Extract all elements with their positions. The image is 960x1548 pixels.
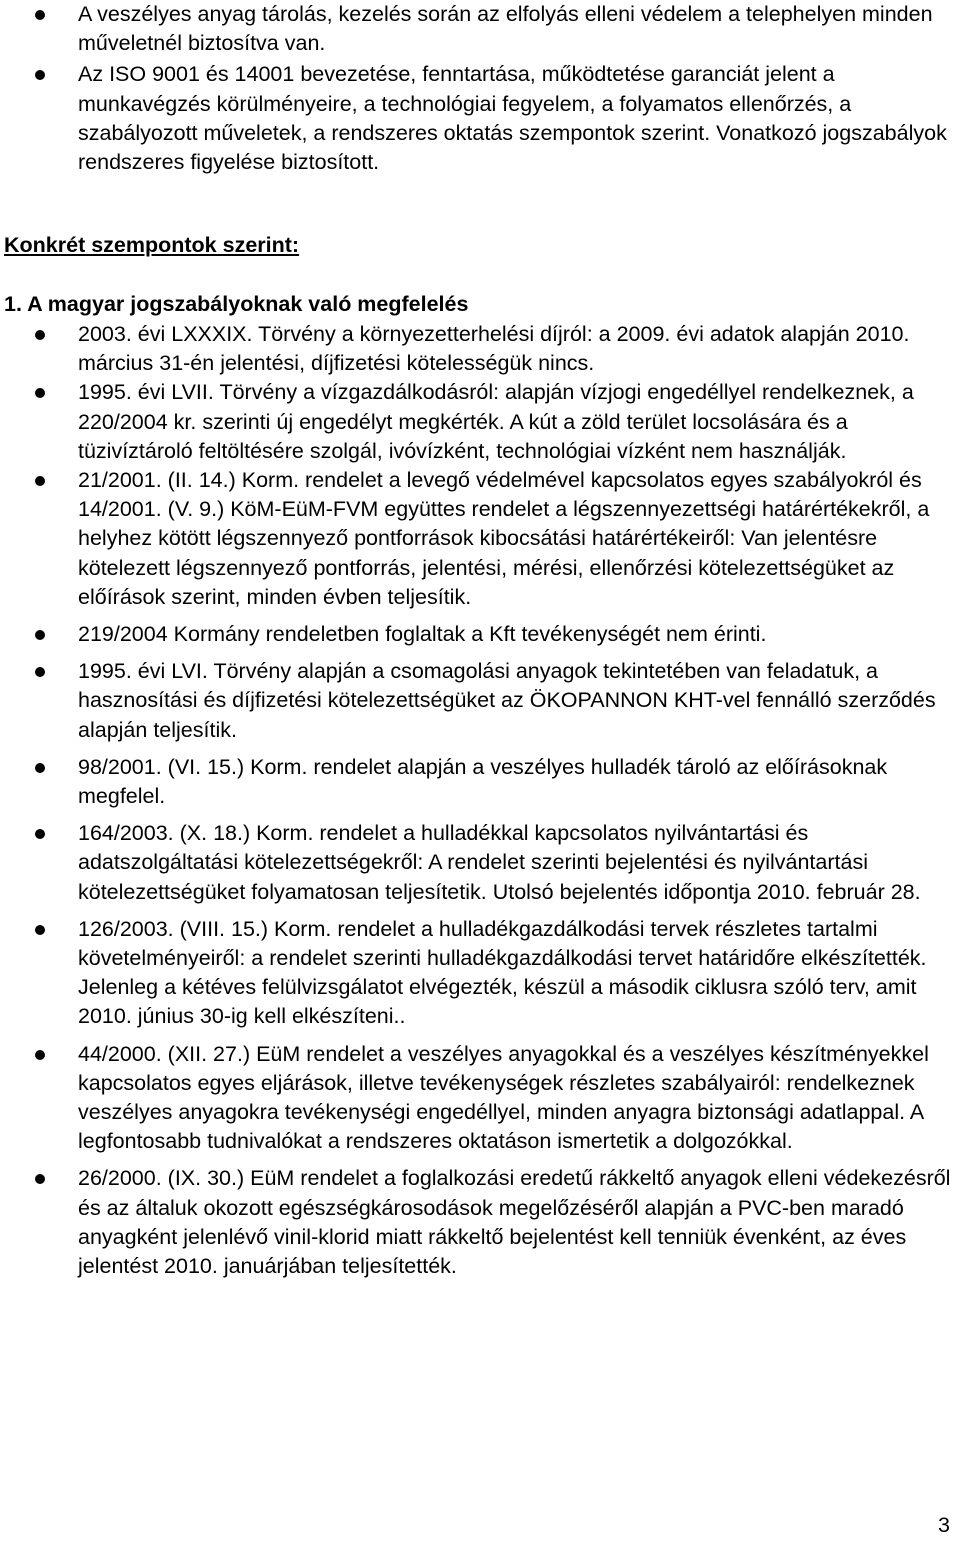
law-bullet-list <box>0 320 960 1281</box>
page-number: 3 <box>938 1513 950 1537</box>
list-item <box>0 657 960 745</box>
bullet-icon <box>35 630 45 640</box>
bullet-icon <box>35 763 45 773</box>
list-item-text: 44/2000. (XII. 27.) EüM rendelet a veszélyes anyagokkal és a veszélyes készítményekkel kapcsolatos egyes eljárások, illetve tevékenységek részletes szabályairól: rendelkeznek veszélyes anyagokra tevékenységi engedéllyel, minden anyagra biztonsági adatlappal. A legfontosabb tudnivalókat a rendszeres oktatáson ismertetik a dolgozókkal. <box>78 1041 929 1154</box>
bullet-icon <box>35 829 45 839</box>
bullet-icon <box>35 667 45 677</box>
list-item-text: 21/2001. (II. 14.) Korm. rendelet a levegő védelmével kapcsolatos egyes szabályokról és 14/2001. (V. 9.) KöM-EüM-FVM együttes rendelet a légszennyezettségi határértékekről, a helyhez kötött légszennyező pontforrások kibocsátási határértékeiről: Van jelentésre kötelezett légszennyező pontforrás, jelentési, mérési, ellenőrzési kötelezettségüket az előírások szerint, minden évben teljesítik. <box>78 468 930 609</box>
list-item-text: A veszélyes anyag tárolás, kezelés során az elfolyás elleni védelem a telephelyen minden műveletnél biztosítva van. <box>78 2 933 56</box>
list-item-text: 26/2000. (IX. 30.) EüM rendelet a foglalkozási eredetű rákkeltő anyagok elleni védekezésről és az általuk okozott egészségkárosodások megelőzéséről alapján a PVC-ben maradó anyagként jelenlévő vinil-klorid miatt rákkeltő bejelentést kell tenniük évenként, az éves jelentést 2010. januárjában teljesítették. <box>78 1166 951 1279</box>
subsection-heading: 1. A magyar jogszabályoknak való megfelelés <box>4 292 469 316</box>
list-item-text: Az ISO 9001 és 14001 bevezetése, fenntartása, működtetése garanciát jelent a munkavégzés körülményeire, a technológiai fegyelem, a folyamatos ellenőrzés, a szabályozott műveletek, a rendszeres oktatás szempontok szerint. Vonatkozó jogszabályok rendszeres figyelése biztosított. <box>78 62 947 175</box>
list-item-text: 1995. évi LVII. Törvény a vízgazdálkodásról: alapján vízjogi engedéllyel rendelkeznek, a 220/2004 kr. szerinti új engedélyt megkérték. A kút a zöld terület locsolására és a tüzivíztároló feltöltésére szolgál, ivóvízként, technológiai vízként nem használják. <box>78 380 914 463</box>
bullet-icon <box>35 1174 45 1184</box>
intro-bullet-list <box>0 0 960 179</box>
list-item-text: 219/2004 Kormány rendeletben foglaltak a Kft tevékenységét nem érinti. <box>78 622 767 647</box>
list-item <box>0 0 960 58</box>
list-item <box>0 60 960 177</box>
list-item-text: 164/2003. (X. 18.) Korm. rendelet a hulladékkal kapcsolatos nyilvántartási és adatszolgáltatási kötelezettségekről: A rendelet szerinti bejelentési és nyilvántartási kötelezettségüket folyamatosan teljesítetik. Utolsó bejelentés időpontja 2010. február 28. <box>78 821 921 904</box>
section-heading: Konkrét szempontok szerint: <box>4 233 300 257</box>
list-item <box>0 378 960 466</box>
list-item-text: 2003. évi LXXXIX. Törvény a környezetterhelési díjról: a 2009. évi adatok alapján 2010. március 31-én jelentési, díjfizetési kötelességük nincs. <box>78 322 910 376</box>
list-item <box>0 915 960 1032</box>
list-item-text: 126/2003. (VIII. 15.) Korm. rendelet a hulladékgazdálkodási tervek részletes tartalmi követelményeiről: a rendelet szerinti hulladékgazdálkodási tervet határidőre elkészítették. Jelenleg a kétéves felülvizsgálatot elvégezték, készül a második ciklusra szóló terv, amit 2010. június 30-ig kell elkészíteni.. <box>78 916 927 1029</box>
list-item <box>0 1040 960 1157</box>
list-item <box>0 320 960 378</box>
bullet-icon <box>35 70 45 80</box>
bullet-icon <box>35 330 45 340</box>
list-item <box>0 466 960 612</box>
list-item <box>0 1164 960 1281</box>
list-item-text: 98/2001. (VI. 15.) Korm. rendelet alapján a veszélyes hulladék tároló az előírásoknak megfelel. <box>78 754 888 809</box>
list-item-text: 1995. évi LVI. Törvény alapján a csomagolási anyagok tekintetében van feladatuk, a hasznosítási és díjfizetési kötelezettségüket az ÖKOPANNON KHT-vel fennálló szerződés alapján teljesítik. <box>78 659 936 742</box>
bullet-icon <box>35 476 45 486</box>
list-item <box>0 753 960 811</box>
bullet-icon <box>35 388 45 398</box>
bullet-icon <box>35 925 45 935</box>
bullet-icon <box>35 1050 45 1060</box>
list-item <box>0 620 960 649</box>
bullet-icon <box>35 10 45 20</box>
list-item <box>0 819 960 907</box>
